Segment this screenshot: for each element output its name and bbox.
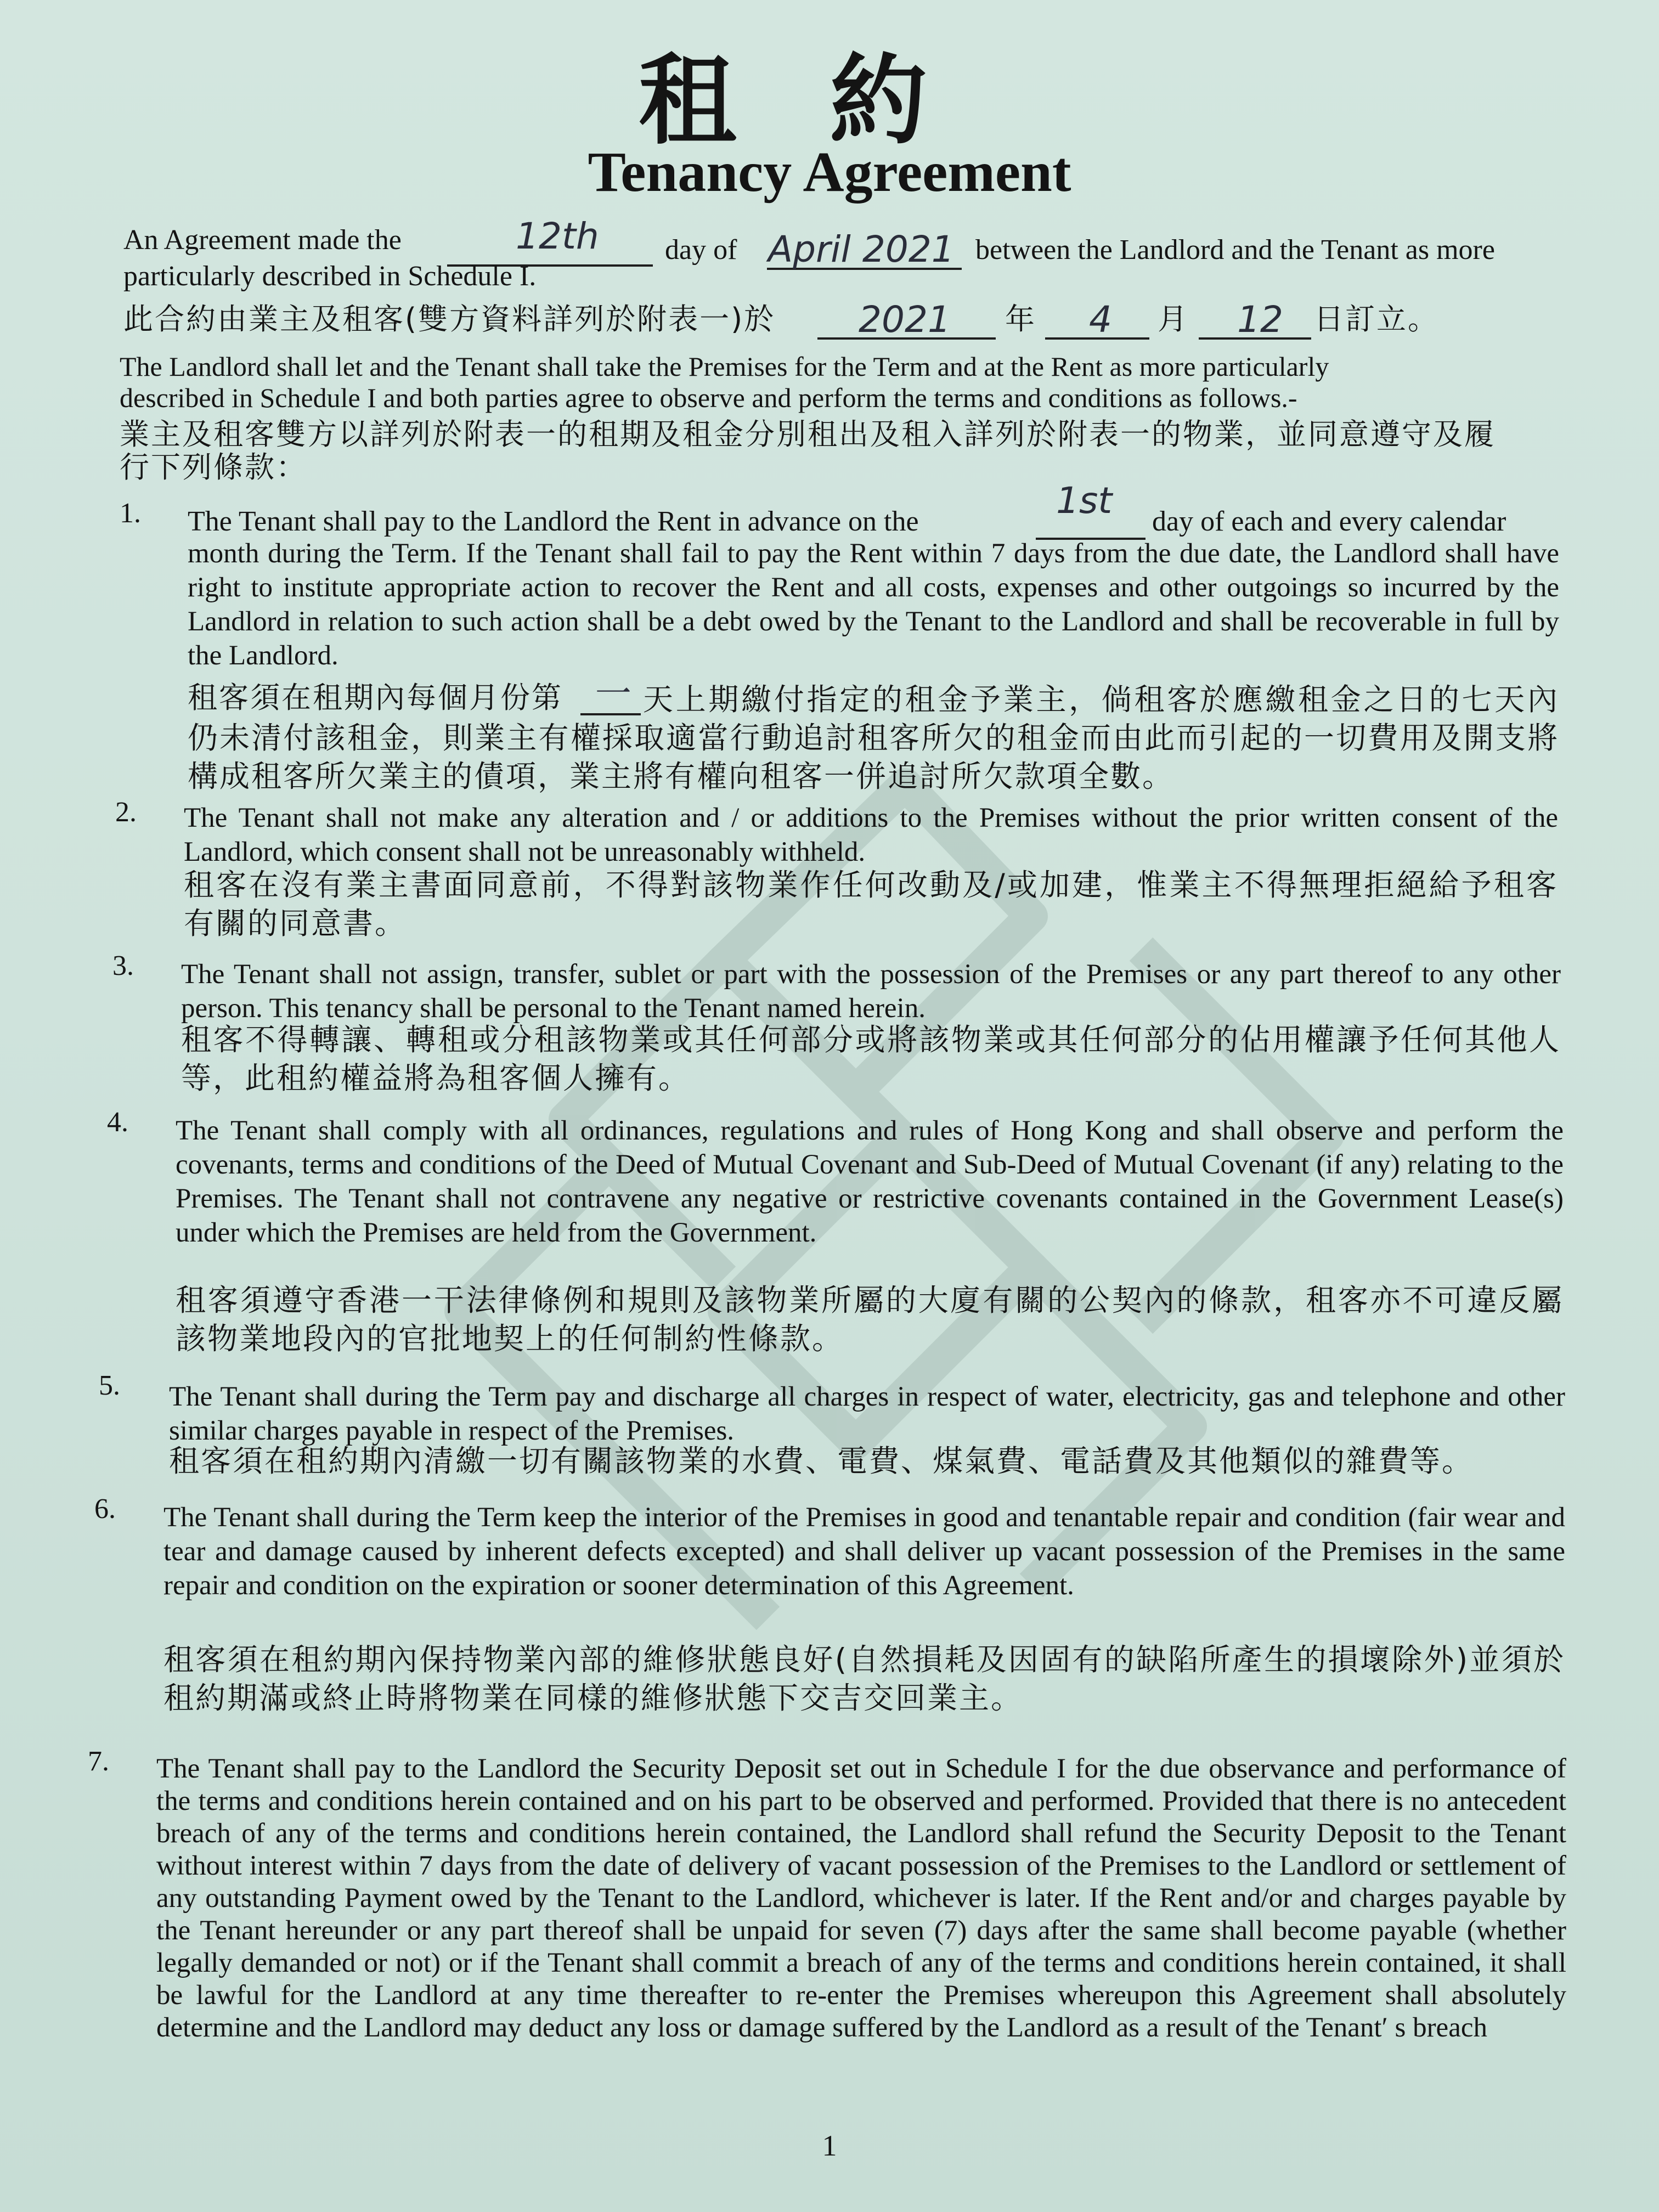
clause-7-en: The Tenant shall pay to the Landlord the Security Deposit set out in Schedule I for the due observance and performance of the terms and conditions herein contained and on his part to be observed and performed. Provided that there is no antecedent breach of any of the terms and conditions herein contained, the Landlord shall refund the Security Deposit to the Tenant without interest within 7 days from the date of delivery of vacant possession of the Premises to the Landlord or settlement of any outstanding Payment owed by the Tenant to the Landlord, whichever is later. If the Rent and/or and charges payable by the Tenant hereunder or any part thereof shall be unpaid for seven (7) days after the same shall become payable (whether legally demanded or not) or if the Tenant shall commit a breach of any of the terms and conditions herein contained, it shall be lawful for the Landlord at any time thereafter to re-enter the Premises whereupon this Agreement shall absolutely determine and the Landlord may deduct any loss or damage suffered by the Landlord as a result of the Tenant′ s breach (156, 1753, 1566, 2043)
handwritten-clause-1-day: 1st (1056, 479, 1113, 522)
clause-5-number: 5. (99, 1370, 120, 1401)
intro-zh-year: 年 (1005, 302, 1036, 336)
clause-1-zh-lead: 租客須在租期內每個月份第 (188, 680, 563, 715)
preamble-en-line1: The Landlord shall let and the Tenant shall take the Premises for the Term and at the Rent as more particularly (120, 351, 1329, 382)
intro-between: between the Landlord and the Tenant as more (975, 234, 1495, 266)
clause-1-en-lead: The Tenant shall pay to the Landlord the Rent in advance on the (188, 506, 919, 537)
clause-6-en: The Tenant shall during the Term keep the interior of the Premises in good and tenantable repair and condition (fair wear and tear and damage caused by inherent defects excepted) and shall deliver up vacant possession of the Premises in the same repair and condition on the expiration or sooner determination of this Agreement. (163, 1502, 1565, 1601)
clause-2-zh: 租客在沒有業主書面同意前，不得對該物業作任何改動及/或加建，惟業主不得無理拒絕給予租客有關的同意書。 (184, 867, 1558, 941)
clause-3-zh: 租客不得轉讓、轉租或分租該物業或其任何部分或將該物業或其任何部分的佔用權讓予任何其他人等，此租約權益將為租客個人擁有。 (181, 1022, 1561, 1096)
clause-1-en-lead-after: day of each and every calendar (1152, 506, 1506, 537)
title-chinese: 租約 (639, 44, 1020, 157)
clause-6-zh: 租客須在租約期內保持物業內部的維修狀態良好(自然損耗及因固有的缺陷所產生的損壞除外)並須於租約期滿或終止時將物業在同樣的維修狀態下交吉交回業主。 (163, 1642, 1565, 1716)
intro-day-of: day of (665, 234, 737, 266)
title-english: Tenancy Agreement (588, 140, 1071, 204)
clause-2-number: 2. (115, 797, 137, 828)
handwritten-month: April 2021 (768, 228, 955, 270)
clause-6-number: 6. (94, 1493, 116, 1525)
handwritten-clause-1-zh: 一 (591, 673, 628, 715)
clause-4-number: 4. (107, 1107, 128, 1138)
page-number: 1 (822, 2129, 837, 2162)
clause-5-en: The Tenant shall during the Term pay and discharge all charges in respect of water, electricity, gas and telephone and other similar charges payable in respect of the Premises. (169, 1381, 1565, 1446)
intro-zh-month: 月 (1158, 302, 1189, 336)
handwritten-day: 12th (516, 215, 599, 257)
clause-4-en: The Tenant shall comply with all ordinances, regulations and rules of Hong Kong and shall observe and perform the covenants, terms and conditions of the Deed of Mutual Covenant and Sub-Deed of Mutual Covenant (if any) relating to the Premises. The Tenant shall not contravene any negative or restrictive covenants contained in the Government Lease(s) under which the Premises are held from the Government. (176, 1115, 1564, 1248)
preamble-zh-line1: 業主及租客雙方以詳列於附表一的租期及租金分別租出及租入詳列於附表一的物業，並同意遵守及履 (120, 417, 1496, 452)
handwritten-zh-year: 2021 (859, 298, 951, 341)
clause-1-zh: 天上期繳付指定的租金予業主，倘租客於應繳租金之日的七天內仍未清付該租金，則業主有權採取適當行動追討租客所欠的租金而由此而引起的一切費用及開支將構成租客所欠業主的債項，業主將有權向租客一併追討所欠款項全數。 (188, 682, 1559, 794)
clause-3-number: 3. (112, 950, 134, 981)
intro-zh-prefix: 此合約由業主及租客(雙方資料詳列於附表一)於 (123, 302, 776, 336)
intro-zh-day: 日訂立。 (1314, 302, 1439, 336)
preamble-en-line2: described in Schedule I and both parties agree to observe and perform the terms and conditions as follows.- (120, 382, 1297, 413)
clause-7-number: 7. (88, 1746, 109, 1777)
clause-1-en: month during the Term. If the Tenant shall fail to pay the Rent within 7 days from the due date, the Landlord shall have right to institute appropriate action to recover the Rent and all costs, expenses and other outgoings so incurred by the Landlord in relation to such action shall be a debt owed by the Tenant to the Landlord and shall be recoverable in full by the Landlord. (188, 538, 1559, 671)
intro-line2: particularly described in Schedule I. (123, 261, 537, 292)
intro-made-prefix: An Agreement made the (123, 224, 402, 256)
handwritten-zh-day: 12 (1237, 298, 1283, 341)
clause-2-en: The Tenant shall not make any alteration and / or additions to the Premises without the prior written consent of the Landlord, which consent shall not be unreasonably withheld. (184, 803, 1558, 867)
clause-3-en: The Tenant shall not assign, transfer, sublet or part with the possession of the Premises or any part thereof to any other person. This tenancy shall be personal to the Tenant named herein. (181, 959, 1561, 1024)
clause-1-number: 1. (120, 498, 141, 529)
clause-5-zh: 租客須在租約期內清繳一切有關該物業的水費、電費、煤氣費、電話費及其他類似的雜費等。 (169, 1443, 1474, 1479)
clause-4-zh: 租客須遵守香港一干法律條例和規則及該物業所屬的大廈有關的公契內的條款，租客亦不可違反屬該物業地段內的官批地契上的任何制約性條款。 (176, 1283, 1564, 1356)
handwritten-zh-month: 4 (1089, 298, 1112, 341)
preamble-zh-line2: 行下列條款： (120, 450, 307, 484)
